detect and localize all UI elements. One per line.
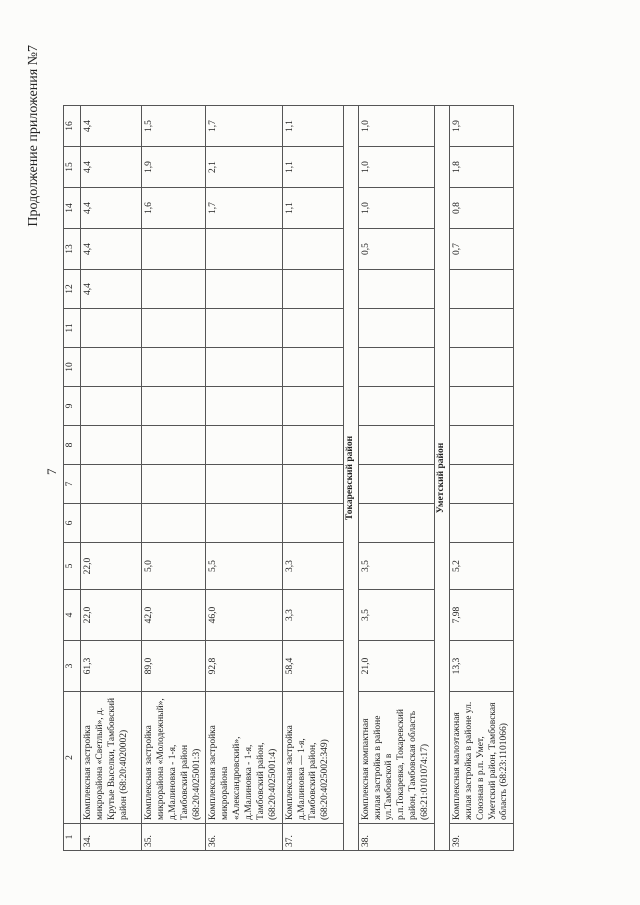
col-num: 9 [64,387,81,426]
row-number: 34. [81,824,142,851]
value-cell: 92,8 [206,641,282,692]
col-num: 3 [64,641,81,692]
value-cell [358,465,434,504]
value-cell: 89,0 [142,641,206,692]
col-num: 6 [64,504,81,543]
table-row [142,106,206,851]
value-cell [206,270,282,309]
col-num: 2 [64,692,81,824]
value-cell: 1,1 [282,106,343,147]
col-num: 8 [64,426,81,465]
value-cell [81,309,142,348]
value-cell: 0,8 [449,188,513,229]
col-num: 7 [64,465,81,504]
page-number: 7 [44,468,59,475]
value-cell [358,504,434,543]
value-cell [449,270,513,309]
appendix-title: Продолжение приложения №7 [26,45,41,227]
value-cell: 4,4 [81,188,142,229]
value-cell [206,465,282,504]
value-cell [449,309,513,348]
row-number: 37. [282,824,343,851]
object-name: Комплексная застройка микрорайона «Молодежный», д.Малиновка - 1-я, Тамбовский район (68:20:4025001:3) [142,692,206,824]
value-cell: 1,9 [449,106,513,147]
table-row [206,106,282,851]
value-cell: 1,6 [142,188,206,229]
value-cell: 7,98 [449,590,513,641]
object-name: Комплексная малоэтажная жилая застройка в районе ул. Союзная в р.п. Умет, Уметский район, Тамбовская область (68:23:1101066) [449,692,513,824]
value-cell [282,270,343,309]
value-cell [206,309,282,348]
value-cell [282,426,343,465]
value-cell: 22,0 [81,590,142,641]
value-cell [142,465,206,504]
value-cell: 21,0 [358,641,434,692]
value-cell [358,426,434,465]
value-cell: 1,0 [358,188,434,229]
value-cell: 4,4 [81,229,142,270]
col-num: 5 [64,543,81,590]
value-cell: 1,1 [282,147,343,188]
region-name: Уметский район [434,106,449,851]
value-cell [282,465,343,504]
value-cell: 1,0 [358,147,434,188]
value-cell [206,387,282,426]
value-cell [206,348,282,387]
value-cell: 1,1 [282,188,343,229]
value-cell [142,504,206,543]
value-cell [449,504,513,543]
value-cell [81,387,142,426]
value-cell [282,309,343,348]
value-cell: 1,5 [142,106,206,147]
table-row [81,106,142,851]
value-cell [449,348,513,387]
row-number: 35. [142,824,206,851]
table-row [358,106,434,851]
value-cell: 3,3 [282,590,343,641]
value-cell [142,270,206,309]
row-number: 36. [206,824,282,851]
object-name: Комплексная компактная жилая застройка в районе ул.Тамбовской в р.п.Токаревка, Токаревский район, Тамбовская область (68:21:0101074:17) [358,692,434,824]
value-cell: 1,7 [206,188,282,229]
table-row [449,106,513,851]
value-cell: 46,0 [206,590,282,641]
col-num: 10 [64,348,81,387]
object-name: Комплексная застройка д.Малиновка — 1-я, Тамбовский район, (68:20:4025002:349) [282,692,343,824]
value-cell: 22,0 [81,543,142,590]
row-number: 38. [358,824,434,851]
value-cell: 3,5 [358,590,434,641]
value-cell: 1,9 [142,147,206,188]
col-num: 12 [64,270,81,309]
col-num: 16 [64,106,81,147]
value-cell: 3,3 [282,543,343,590]
value-cell [206,229,282,270]
value-cell [282,229,343,270]
value-cell: 0,7 [449,229,513,270]
value-cell [282,348,343,387]
value-cell: 5,2 [449,543,513,590]
value-cell [81,426,142,465]
region-header-row [343,106,358,851]
value-cell: 4,4 [81,270,142,309]
value-cell [142,426,206,465]
value-cell: 3,5 [358,543,434,590]
col-num: 15 [64,147,81,188]
value-cell: 1,7 [206,106,282,147]
value-cell: 0,5 [358,229,434,270]
value-cell [206,504,282,543]
value-cell [142,348,206,387]
value-cell [206,426,282,465]
value-cell: 5,0 [142,543,206,590]
value-cell: 58,4 [282,641,343,692]
value-cell [449,426,513,465]
value-cell [142,309,206,348]
col-num: 1 [64,824,81,851]
value-cell: 13,3 [449,641,513,692]
col-num: 11 [64,309,81,348]
value-cell: 2,1 [206,147,282,188]
value-cell: 1,8 [449,147,513,188]
object-name: Комплексная застройка микрорайона «Светлый», д. Крутые Выселки, Тамбовский район (68:20:4020002) [81,692,142,824]
value-cell: 1,0 [358,106,434,147]
col-num: 4 [64,590,81,641]
value-cell [282,504,343,543]
value-cell [282,387,343,426]
value-cell [81,348,142,387]
value-cell: 4,4 [81,147,142,188]
data-table [63,105,514,851]
rotated-sheet [20,45,620,865]
col-num: 14 [64,188,81,229]
value-cell [358,270,434,309]
value-cell [142,387,206,426]
value-cell [81,465,142,504]
col-num: 13 [64,229,81,270]
row-number: 39. [449,824,513,851]
value-cell: 42,0 [142,590,206,641]
value-cell [449,387,513,426]
value-cell [358,387,434,426]
value-cell [358,348,434,387]
region-name: Токаревский район [343,106,358,851]
object-name: Комплексная застройка микрорайона «Александровский», д.Малиновка - 1-я, Тамбовский район, (68:20:4025001:4) [206,692,282,824]
table-row [282,106,343,851]
value-cell: 4,4 [81,106,142,147]
value-cell [81,504,142,543]
column-number-row [64,106,81,851]
value-cell [358,309,434,348]
value-cell [142,229,206,270]
value-cell [449,465,513,504]
value-cell: 5,5 [206,543,282,590]
value-cell: 61,3 [81,641,142,692]
region-header-row [434,106,449,851]
